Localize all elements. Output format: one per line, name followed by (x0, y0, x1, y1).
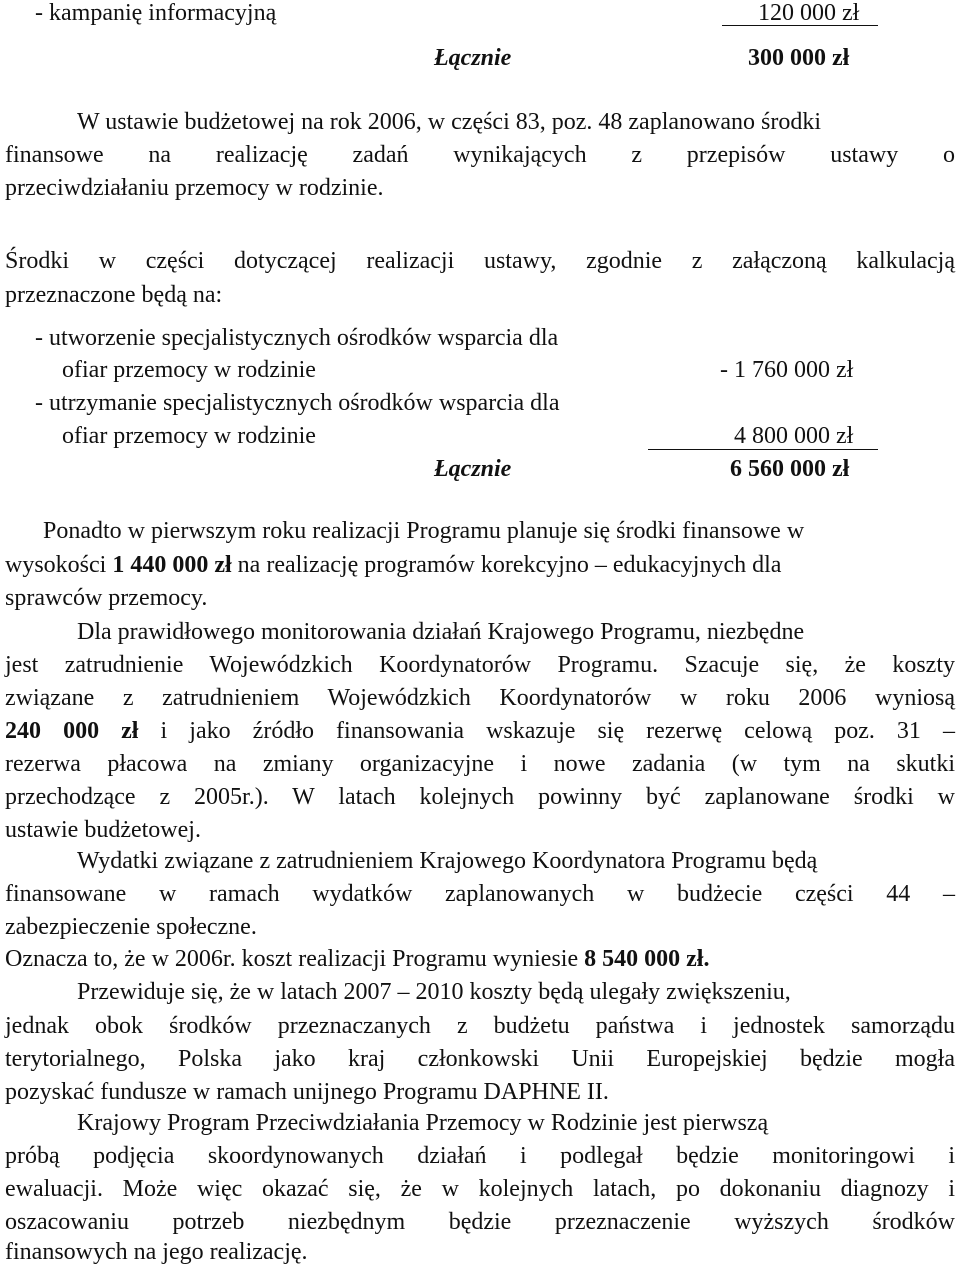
para4-line3: związane z zatrudnieniem Wojewódzkich Koordynatorów w roku 2006 wyniosą (5, 685, 955, 711)
para8-line5: finansowych na jego realizację. (5, 1239, 308, 1265)
budget1-total-label: Łącznie (434, 45, 512, 71)
para4-line4-post: i jako źródło finansowania wskazuje się rezerwę celową poz. 31 – (160, 718, 956, 744)
budget1-total-value: 300 000 zł (748, 45, 850, 71)
para2-line2: przeznaczone będą na: (5, 282, 223, 308)
para4-line4 (5, 715, 955, 747)
para5-line2: finansowane w ramach wydatków zaplanowanych w budżecie części 44 – (5, 881, 955, 907)
para4-line2: jest zatrudnienie Wojewódzkich Koordynatorów Programu. Szacuje się, że koszty (5, 652, 955, 678)
para8-line1: Krajowy Program Przeciwdziałania Przemocy w Rodzinie jest pierwszą (77, 1110, 769, 1136)
para7-line2: jednak obok środków przeznaczanych z budżetu państwa i jednostek samorządu (5, 1013, 955, 1039)
budget2-item2-value: 4 800 000 zł (734, 423, 854, 449)
para1-line1: W ustawie budżetowej na rok 2006, w części 83, poz. 48 zaplanowano środki (77, 109, 822, 135)
budget2-item2-line2: ofiar przemocy w rodzinie (62, 423, 316, 449)
para7-line1: Przewiduje się, że w latach 2007 – 2010 koszty będą ulegały zwiększeniu, (77, 979, 791, 1005)
budget1-item-label: - kampanię informacyjną (35, 0, 277, 26)
budget2-total-label: Łącznie (434, 456, 512, 482)
para1-line2: finansowe na realizację zadań wynikających z przepisów ustawy o (5, 142, 955, 168)
para3-line2 (5, 549, 781, 581)
budget1-item-value: 120 000 zł (758, 0, 860, 26)
budget2-total-value: 6 560 000 zł (730, 456, 850, 482)
budget2-item1-value: - 1 760 000 zł (720, 357, 854, 383)
para3-line2-pre: wysokości (5, 552, 107, 578)
para3-line2-post: na realizację programów korekcyjno – edukacyjnych dla (237, 552, 782, 578)
para4-line5: rezerwa płacowa na zmiany organizacyjne i nowe zadania (w tym na skutki (5, 751, 955, 777)
para5-line1: Wydatki związane z zatrudnieniem Krajowego Koordynatora Programu będą (77, 848, 818, 874)
budget2-item1-line2: ofiar przemocy w rodzinie (62, 357, 316, 383)
para4-line6: przechodzące z 2005r.). W latach kolejnych powinny być zaplanowane środki w (5, 784, 955, 810)
para6-text: Oznacza to, że w 2006r. koszt realizacji Programu wyniesie (5, 946, 585, 972)
budget2-item2-line1: - utrzymanie specjalistycznych ośrodków wsparcia dla (35, 390, 560, 416)
para5-line3: zabezpieczenie społeczne. (5, 914, 257, 940)
para3-line2-amount: 1 440 000 zł (112, 552, 232, 578)
para4-line1: Dla prawidłowego monitorowania działań Krajowego Programu, niezbędne (77, 619, 805, 645)
para8-line2: próbą podjęcia skoordynowanych działań i podlegał będzie monitoringowi i (5, 1143, 955, 1169)
para8-line3: ewaluacji. Może więc okazać się, że w kolejnych latach, po dokonaniu diagnozy i (5, 1176, 955, 1202)
para3-line1: Ponadto w pierwszym roku realizacji Programu planuje się środki finansowe w (43, 518, 805, 544)
para3-line3: sprawców przemocy. (5, 585, 208, 611)
budget2-item1-line1: - utworzenie specjalistycznych ośrodków wsparcia dla (35, 325, 559, 351)
para4-line7: ustawie budżetowej. (5, 817, 201, 843)
para7-line3: terytorialnego, Polska jako kraj członkowski Unii Europejskiej będzie mogła (5, 1046, 955, 1072)
para7-line4: pozyskać fundusze w ramach unijnego Programu DAPHNE II. (5, 1079, 609, 1105)
para2-line1: Środki w części dotyczącej realizacji ustawy, zgodnie z załączoną kalkulacją (5, 248, 955, 274)
para6-amount: 8 540 000 zł. (584, 946, 710, 972)
para8-line4: oszacowaniu potrzeb niezbędnym będzie przeznaczenie wyższych środków (5, 1209, 955, 1235)
para1-line3: przeciwdziałaniu przemocy w rodzinie. (5, 175, 384, 201)
para6-line (5, 943, 709, 975)
para4-line4-amount: 240 000 zł (5, 718, 139, 744)
